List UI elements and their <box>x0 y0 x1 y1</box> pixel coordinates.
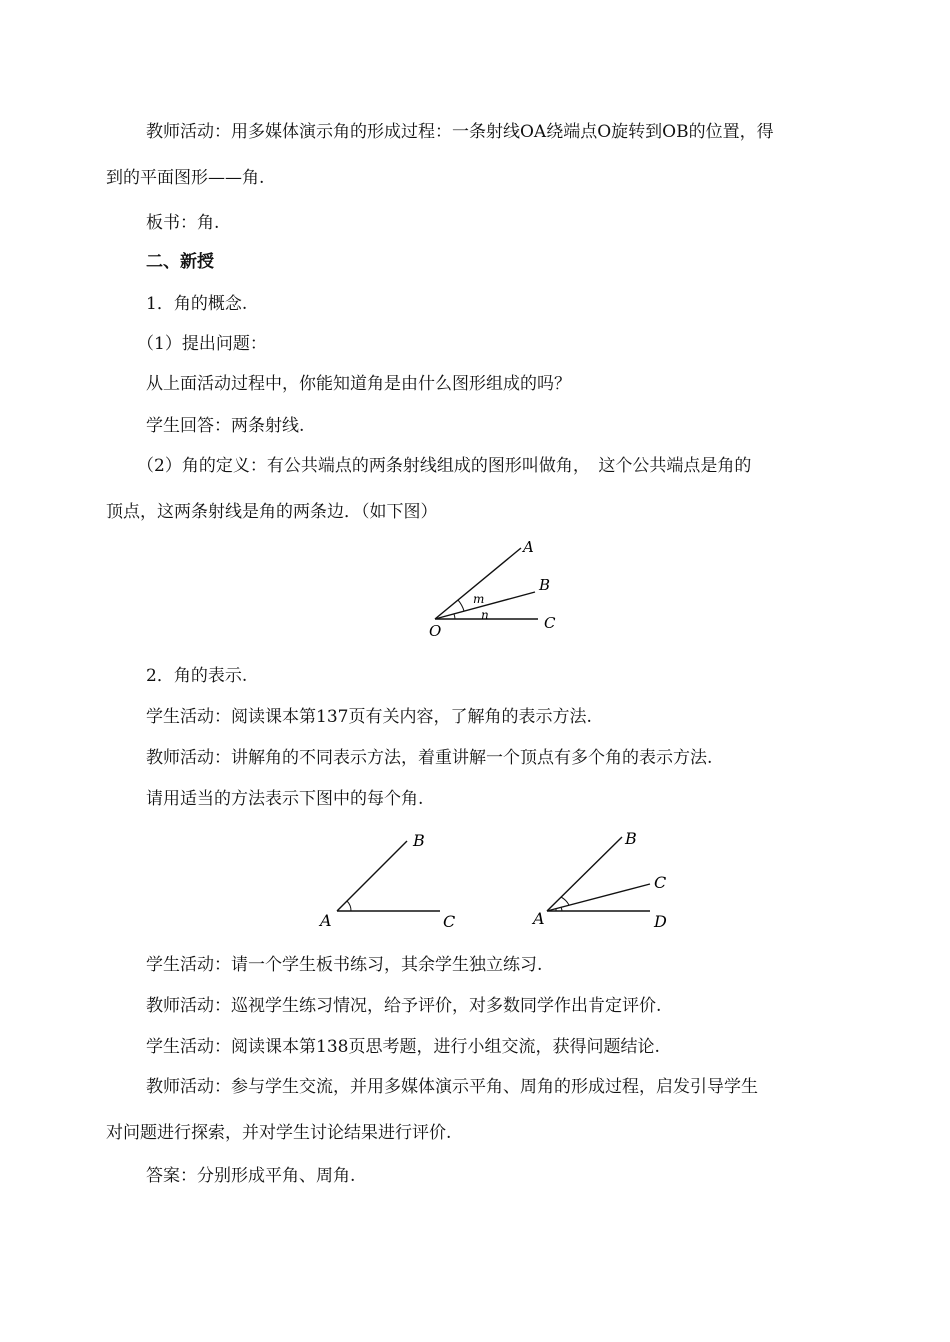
paragraph-teacher-activity-4-line2: 对问题进行探索，并对学生讨论结果进行评价. <box>106 1123 452 1143</box>
ray-ab <box>337 841 407 911</box>
paragraph-student-activity-3: 学生活动：阅读课本第138页思考题，进行小组交流，获得问题结论. <box>146 1037 660 1057</box>
label-b: B <box>625 829 637 848</box>
label-c: C <box>443 912 456 931</box>
paragraph-question: 从上面活动过程中，你能知道角是由什么图形组成的吗？ <box>146 374 571 394</box>
paragraph-definition-line1: （2）角的定义：有公共端点的两条射线组成的图形叫做角， 这个公共端点是角的 <box>137 456 752 476</box>
angle-figure-bac <box>315 825 465 935</box>
section-heading-new-lesson: 二、新授 <box>146 252 214 272</box>
paragraph-raise-question: （1）提出问题： <box>137 334 267 354</box>
label-n: n <box>481 608 489 622</box>
label-b: B <box>413 831 425 850</box>
paragraph-teacher-activity-1-line1: 教师活动：用多媒体演示角的形成过程：一条射线OA绕端点O旋转到OB的位置，得 <box>146 122 774 142</box>
label-a: A <box>320 911 332 930</box>
paragraph-exercise-prompt: 请用适当的方法表示下图中的每个角. <box>146 789 424 809</box>
label-d: D <box>654 912 667 931</box>
ray-ab <box>547 837 622 911</box>
paragraph-teacher-activity-4-line1: 教师活动：参与学生交流，并用多媒体演示平角、周角的形成过程，启发引导学生 <box>146 1077 758 1097</box>
label-c: C <box>544 614 556 632</box>
paragraph-student-answer: 学生回答：两条射线. <box>146 416 305 436</box>
paragraph-answer: 答案：分别形成平角、周角. <box>146 1166 356 1186</box>
arc-n <box>454 614 455 619</box>
angle-figure-multi <box>525 820 685 935</box>
label-a: A <box>533 909 545 928</box>
label-o: O <box>429 622 442 640</box>
arc-outer <box>561 897 569 905</box>
label-c: C <box>654 873 667 892</box>
paragraph-teacher-activity-2: 教师活动：讲解角的不同表示方法，着重讲解一个顶点有多个角的表示方法. <box>146 748 713 768</box>
paragraph-board-writing: 板书：角. <box>146 213 220 233</box>
angle-figure-aob <box>420 535 570 645</box>
paragraph-student-activity-1: 学生活动：阅读课本第137页有关内容，了解角的表示方法. <box>146 707 592 727</box>
paragraph-definition-line2: 顶点，这两条射线是角的两条边．（如下图） <box>106 502 438 522</box>
label-a: A <box>523 538 534 556</box>
subheading-angle-concept: 1．角的概念. <box>146 294 248 314</box>
subheading-angle-notation: 2．角的表示. <box>146 666 248 686</box>
paragraph-teacher-activity-1-line2: 到的平面图形——角. <box>106 168 265 188</box>
label-m: m <box>473 592 485 606</box>
ray-oa <box>435 548 521 619</box>
paragraph-teacher-activity-3: 教师活动：巡视学生练习情况，给予评价，对多数同学作出肯定评价. <box>146 996 662 1016</box>
label-b: B <box>539 576 551 594</box>
arc-m <box>458 600 464 611</box>
paragraph-student-activity-2: 学生活动：请一个学生板书练习，其余学生独立练习. <box>146 955 543 975</box>
arc-a <box>347 901 351 911</box>
